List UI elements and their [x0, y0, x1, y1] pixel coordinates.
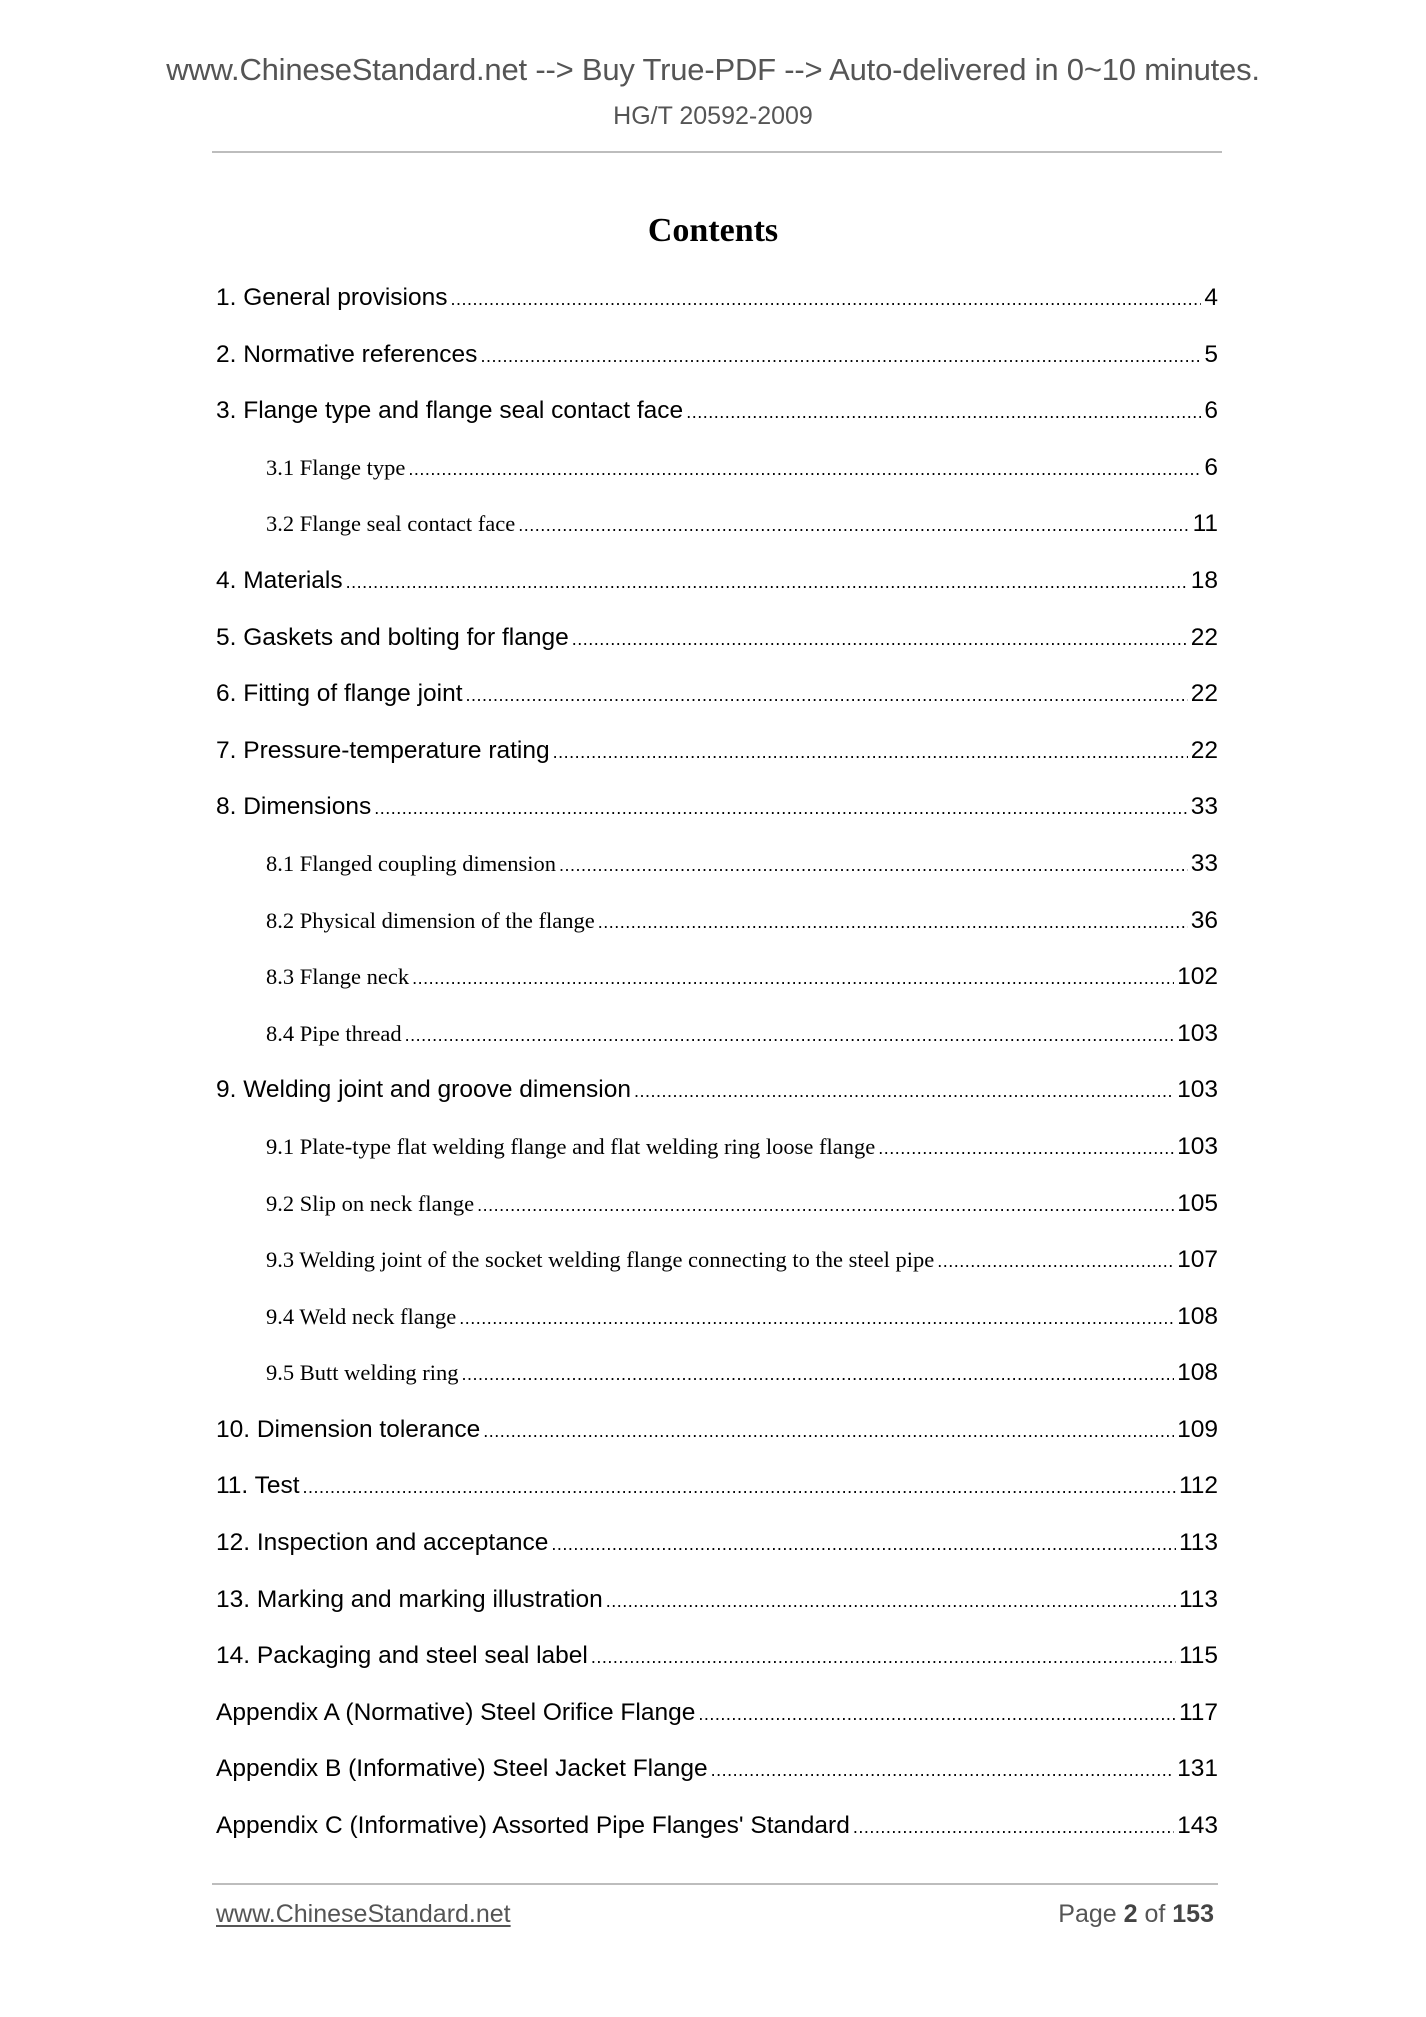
toc-entry-label: Appendix C (Informative) Assorted Pipe Flanges' Standard: [216, 1812, 850, 1840]
toc-entry[interactable]: [216, 1582, 1218, 1639]
toc-entry-label: 11. Test: [216, 1472, 300, 1500]
toc-entry-label: 9.4 Weld neck flange: [266, 1303, 457, 1329]
toc-entry-label: 9.3 Welding joint of the socket welding flange connecting to the steel pipe: [266, 1247, 935, 1273]
current-page: 2: [1123, 1900, 1138, 1928]
dot-leader: [346, 564, 1188, 600]
dot-leader: [551, 1526, 1176, 1562]
toc-entry-label: 7. Pressure-temperature rating: [216, 736, 550, 764]
toc-subentry[interactable]: [216, 450, 1218, 507]
toc-subentry[interactable]: [216, 1186, 1218, 1243]
dot-leader: [480, 338, 1201, 374]
toc-entry-page: 4: [1204, 284, 1218, 311]
toc-entry-page: 143: [1177, 1812, 1218, 1840]
toc-entry-page: 117: [1178, 1698, 1218, 1726]
toc-entry-page: 5: [1204, 340, 1218, 368]
dot-leader: [412, 960, 1174, 996]
toc-entry-label: 13. Marking and marking illustration: [216, 1585, 603, 1613]
toc-entry-label: 8.1 Flanged coupling dimension: [266, 850, 556, 876]
footer-website-link[interactable]: www.ChineseStandard.net: [216, 1900, 511, 1928]
toc-entry-page: 103: [1177, 1019, 1218, 1047]
toc-entry-label: 2. Normative references: [216, 340, 478, 368]
toc-entry[interactable]: [216, 1412, 1218, 1469]
toc-subentry[interactable]: [216, 903, 1218, 960]
toc-entry-label: 8.2 Physical dimension of the flange: [266, 907, 595, 933]
toc-entry[interactable]: [216, 1751, 1218, 1808]
toc-entry-page: 109: [1177, 1415, 1218, 1443]
dot-leader: [553, 734, 1188, 770]
dot-leader: [483, 1413, 1174, 1449]
toc-entry-label: 9.1 Plate-type flat welding flange and flat welding ring loose flange: [266, 1133, 876, 1159]
footer-divider: [212, 1883, 1218, 1885]
toc-entry-page: 102: [1177, 963, 1218, 991]
dot-leader: [698, 1696, 1176, 1732]
toc-entry-label: 3. Flange type and flange seal contact face: [216, 397, 684, 425]
toc-entry-label: 6. Fitting of flange joint: [216, 680, 463, 708]
dot-leader: [462, 1356, 1175, 1392]
standard-code: HG/T 20592-2009: [613, 102, 813, 130]
dot-leader: [606, 1583, 1176, 1619]
toc-entry[interactable]: [216, 1072, 1218, 1129]
toc-entry[interactable]: [216, 337, 1218, 394]
toc-entry-label: 8.3 Flange neck: [266, 964, 410, 990]
toc-entry-page: 103: [1177, 1076, 1218, 1104]
dot-leader: [303, 1469, 1176, 1505]
dot-leader: [559, 847, 1188, 883]
toc-entry-label: 12. Inspection and acceptance: [216, 1529, 549, 1557]
dot-leader: [374, 790, 1188, 826]
toc-subentry[interactable]: [216, 1299, 1218, 1356]
toc-entry[interactable]: [216, 1808, 1218, 1865]
page-title: Contents: [647, 212, 779, 249]
dot-leader: [634, 1073, 1174, 1109]
toc-entry-page: 113: [1178, 1529, 1218, 1557]
dot-leader: [408, 451, 1201, 487]
toc-entry-label: 10. Dimension tolerance: [216, 1415, 481, 1443]
toc-entry[interactable]: [216, 1525, 1218, 1582]
toc-entry-page: 22: [1190, 623, 1218, 651]
dot-leader: [686, 394, 1201, 430]
toc-entry-label: 5. Gaskets and bolting for flange: [216, 623, 569, 651]
dot-leader: [572, 621, 1188, 657]
toc-entry[interactable]: [216, 676, 1218, 733]
toc-entry[interactable]: [216, 280, 1218, 337]
toc-subentry[interactable]: [216, 1129, 1218, 1186]
toc-entry-page: 115: [1178, 1642, 1218, 1670]
toc-entry[interactable]: [216, 789, 1218, 846]
toc-entry-label: 9. Welding joint and groove dimension: [216, 1076, 631, 1104]
toc-subentry[interactable]: [216, 506, 1218, 563]
toc-subentry[interactable]: [216, 846, 1218, 903]
toc-entry-label: 3.1 Flange type: [266, 454, 406, 480]
toc-entry-label: Appendix B (Informative) Steel Jacket Flange: [216, 1755, 708, 1783]
dot-leader: [477, 1187, 1174, 1223]
toc-entry-page: 113: [1178, 1585, 1218, 1613]
toc-entry-label: 8. Dimensions: [216, 793, 372, 821]
dot-leader: [466, 677, 1188, 713]
toc-entry-page: 22: [1190, 736, 1218, 764]
table-of-contents: [216, 280, 1218, 1865]
toc-subentry[interactable]: [216, 1016, 1218, 1073]
dot-leader: [937, 1243, 1174, 1279]
toc-entry-label: 14. Packaging and steel seal label: [216, 1642, 588, 1670]
dot-leader: [591, 1639, 1176, 1675]
toc-entry[interactable]: [216, 563, 1218, 620]
toc-entry-page: 18: [1190, 566, 1218, 594]
toc-entry-page: 11: [1192, 510, 1218, 538]
dot-leader: [853, 1809, 1174, 1845]
page-separator: of: [1144, 1900, 1166, 1928]
page-indicator: [1058, 1900, 1214, 1929]
toc-entry-label: 8.4 Pipe thread: [266, 1020, 402, 1046]
toc-entry-page: 22: [1190, 680, 1218, 708]
dot-leader: [711, 1752, 1175, 1788]
toc-entry-page: 131: [1177, 1755, 1218, 1783]
toc-subentry[interactable]: [216, 1242, 1218, 1299]
toc-entry[interactable]: [216, 1638, 1218, 1695]
dot-leader: [451, 281, 1202, 317]
toc-entry[interactable]: [216, 1695, 1218, 1752]
toc-entry-label: 9.5 Butt welding ring: [266, 1360, 459, 1386]
toc-entry-page: 6: [1204, 397, 1218, 425]
toc-entry-page: 6: [1204, 453, 1218, 481]
toc-entry-label: 3.2 Flange seal contact face: [266, 511, 516, 537]
toc-subentry[interactable]: [216, 959, 1218, 1016]
toc-entry-page: 108: [1177, 1359, 1218, 1387]
toc-entry-label: 1. General provisions: [216, 284, 448, 311]
toc-entry-page: 103: [1177, 1132, 1218, 1160]
dot-leader: [878, 1130, 1174, 1166]
toc-entry[interactable]: [216, 733, 1218, 790]
toc-entry[interactable]: [216, 1468, 1218, 1525]
dot-leader: [598, 904, 1188, 940]
dot-leader: [459, 1300, 1174, 1336]
header-divider: [212, 151, 1222, 153]
toc-subentry[interactable]: [216, 1355, 1218, 1412]
toc-entry-page: 33: [1190, 849, 1218, 877]
total-pages: 153: [1172, 1900, 1214, 1928]
dot-leader: [518, 507, 1189, 543]
toc-entry-label: 9.2 Slip on neck flange: [266, 1190, 475, 1216]
toc-entry-page: 33: [1190, 793, 1218, 821]
toc-entry-page: 36: [1190, 906, 1218, 934]
toc-entry[interactable]: [216, 393, 1218, 450]
toc-entry-page: 108: [1177, 1302, 1218, 1330]
toc-entry-page: 112: [1178, 1472, 1218, 1500]
toc-entry[interactable]: [216, 620, 1218, 677]
toc-entry-page: 105: [1177, 1189, 1218, 1217]
toc-entry-label: 4. Materials: [216, 566, 343, 594]
toc-entry-label: Appendix A (Normative) Steel Orifice Flange: [216, 1698, 696, 1726]
toc-entry-page: 107: [1177, 1246, 1218, 1274]
dot-leader: [405, 1017, 1175, 1053]
header-banner: www.ChineseStandard.net --> Buy True-PDF --> Auto-delivered in 0~10 minutes.: [166, 52, 1260, 87]
page-prefix: Page: [1058, 1900, 1117, 1928]
